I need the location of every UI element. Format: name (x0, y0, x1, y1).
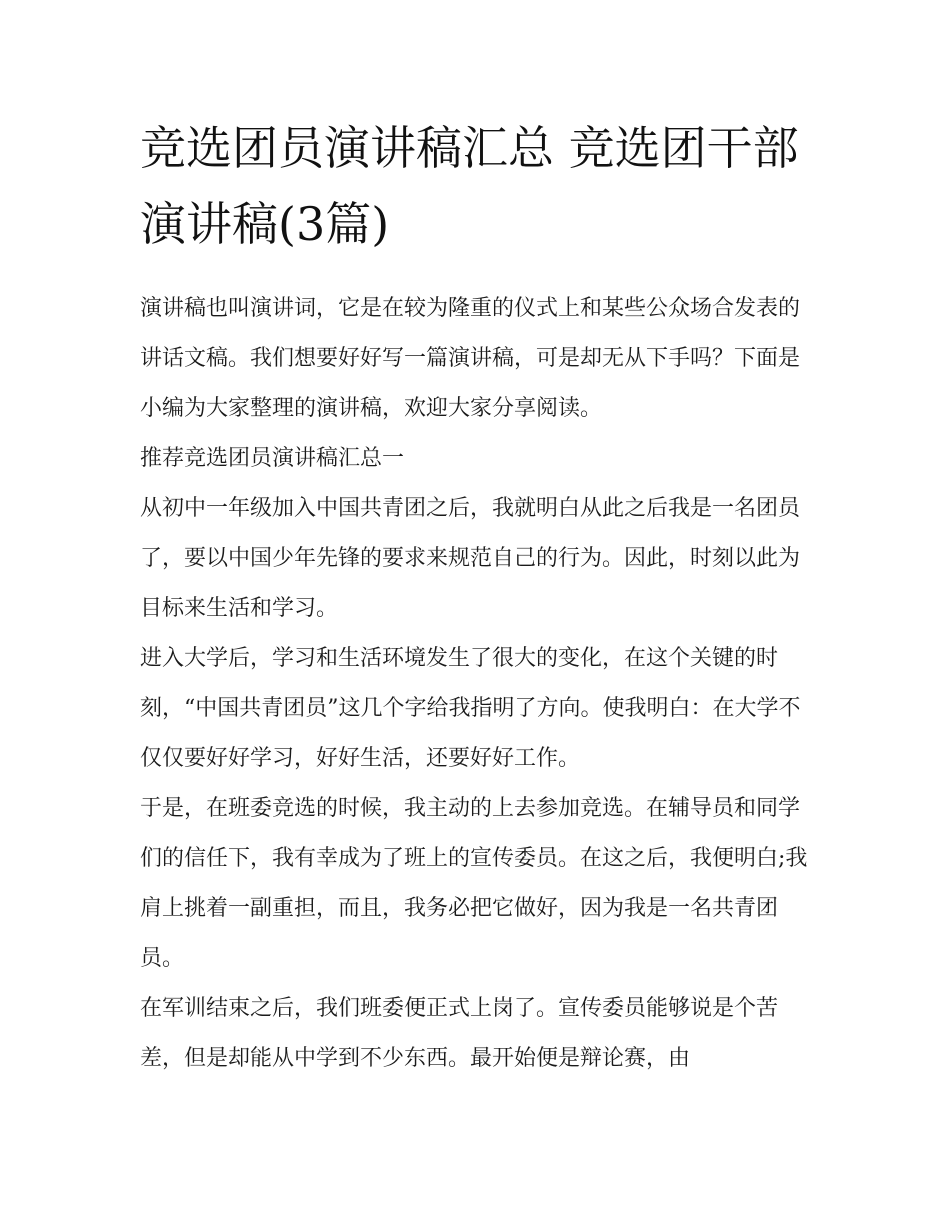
body-paragraph: 从初中一年级加入中国共青团之后，我就明白从此之后我是一名团员了，要以中国少年先锋的要求来规范自己的行为。因此，时刻以此为目标来生活和学习。 (140, 496, 801, 621)
body-paragraph: 进入大学后，学习和生活环境发生了很大的变化，在这个关键的时刻，“中国共青团员”这几个字给我指明了方向。使我明白：在大学不仅仅要好好学习，好好生活，还要好好工作。 (140, 646, 801, 771)
section-heading: 推荐竞选团员演讲稿汇总一 (140, 446, 405, 471)
document-body (140, 110, 812, 1084)
body-paragraph: 在军训结束之后，我们班委便正式上岗了。宣传委员能够说是个苦差，但是却能从中学到不少东西。最开始便是辩论赛，由 (140, 996, 779, 1071)
body-paragraph: 于是，在班委竞选的时候，我主动的上去参加竞选。在辅导员和同学们的信任下，我有幸成为了班上的宣传委员。在这之后，我便明白;我肩上挑着一副重担，而且，我务必把它做好，因为我是一名共青团员。 (140, 796, 808, 971)
document-title: 竞选团员演讲稿汇总 竞选团干部演讲稿(3篇) (140, 121, 799, 251)
intro-paragraph: 演讲稿也叫演讲词，它是在较为隆重的仪式上和某些公众场合发表的讲话文稿。我们想要好好写一篇演讲稿，可是却无从下手吗？下面是小编为大家整理的演讲稿，欢迎大家分享阅读。 (140, 296, 801, 421)
